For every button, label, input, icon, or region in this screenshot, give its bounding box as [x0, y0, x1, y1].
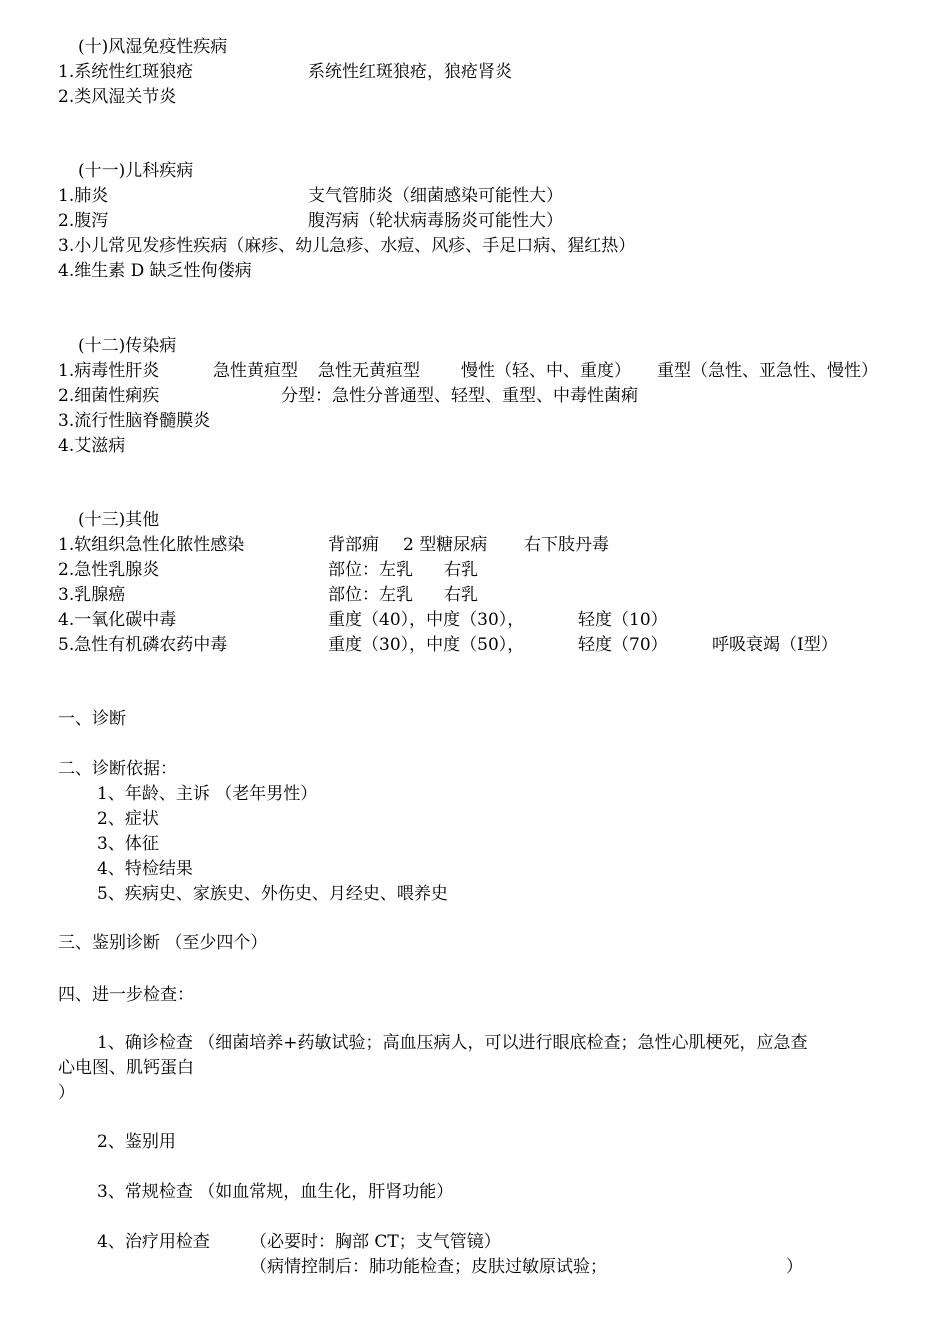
exam-1-line-3: ） [58, 1083, 75, 1103]
item-note: 系统性红斑狼疮，狼疮肾炎 [308, 62, 512, 82]
item-value: 部位：左乳 [328, 560, 413, 580]
section-heading-11: (十一)儿科疾病 [78, 161, 194, 181]
exam-1-line-1: 1、确诊检查 （细菌培养+药敏试验；高血压病人，可以进行眼底检查；急性心肌梗死，应急查 [97, 1033, 808, 1053]
item-label: 1.肺炎 [58, 186, 109, 206]
outline-differential: 三、鉴别诊断 （至少四个） [58, 933, 268, 953]
basis-item: 5、疾病史、家族史、外伤史、月经史、喂养史 [97, 884, 448, 904]
item-label: 1.软组织急性化脓性感染 [58, 535, 245, 555]
item-type: 急性无黄疸型 [318, 361, 420, 381]
item-label: 2.急性乳腺炎 [58, 560, 160, 580]
basis-item: 1、年龄、主诉 （老年男性） [97, 784, 318, 804]
item-label: 2.类风湿关节炎 [58, 87, 177, 107]
exam-4-note-1: （必要时：胸部 CT；支气管镜） [250, 1232, 501, 1252]
section-heading-10: (十)风湿免疫性疾病 [78, 37, 228, 57]
item-label: 5.急性有机磷农药中毒 [58, 635, 228, 655]
section-heading-12: (十二)传染病 [78, 336, 177, 356]
basis-item: 3、体征 [97, 834, 159, 854]
exam-4-note-2: （病情控制后：肺功能检查；皮肤过敏原试验； [250, 1257, 607, 1277]
item-label: 1.系统性红斑狼疮 [58, 62, 194, 82]
item-value: 重度（40），中度（30）， [328, 610, 525, 630]
item-label: 3.乳腺癌 [58, 585, 126, 605]
outline-basis-heading: 二、诊断依据： [58, 759, 177, 779]
basis-item: 2、症状 [97, 809, 159, 829]
item-value: 轻度（70） [578, 635, 668, 655]
item-value: 轻度（10） [578, 610, 668, 630]
item-label: 4.维生素 D 缺乏性佝偻病 [58, 261, 252, 281]
item-value: 重度（30），中度（50）， [328, 635, 525, 655]
item-label: 4.一氧化碳中毒 [58, 610, 177, 630]
basis-item: 4、特检结果 [97, 859, 193, 879]
item-value: 部位：左乳 [328, 585, 413, 605]
exam-2: 2、鉴别用 [97, 1132, 176, 1152]
item-value: 右乳 [444, 585, 478, 605]
item-note: 腹泻病（轮状病毒肠炎可能性大） [308, 211, 563, 231]
item-label: 2.细菌性痢疾 [58, 386, 160, 406]
item-note: 分型：急性分普通型、轻型、重型、中毒性菌痢 [281, 386, 638, 406]
item-label: 3.流行性脑脊髓膜炎 [58, 411, 211, 431]
exam-3: 3、常规检查 （如血常规，血生化，肝肾功能） [97, 1182, 454, 1202]
item-value: 右下肢丹毒 [524, 535, 609, 555]
exam-4-label: 4、治疗用检查 [97, 1232, 210, 1252]
exam-1-line-2: 心电图、肌钙蛋白 [58, 1058, 194, 1078]
item-note: 支气管肺炎（细菌感染可能性大） [308, 186, 563, 206]
item-type: 重型（急性、亚急性、慢性） [657, 361, 878, 381]
item-value: 呼吸衰竭（Ⅰ型） [712, 635, 838, 655]
item-label: 4.艾滋病 [58, 436, 126, 456]
item-value: 背部痈 [328, 535, 379, 555]
item-value: 2 型糖尿病 [403, 535, 488, 555]
item-label: 3.小儿常见发疹性疾病（麻疹、幼儿急疹、水痘、风疹、手足口病、猩红热） [58, 236, 636, 256]
item-value: 右乳 [444, 560, 478, 580]
outline-diagnosis: 一、诊断 [58, 709, 126, 729]
item-label: 2.腹泻 [58, 211, 109, 231]
outline-further-heading: 四、进一步检查： [58, 985, 194, 1005]
item-type: 慢性（轻、中、重度） [461, 361, 631, 381]
exam-4-note-2-close: ） [786, 1257, 803, 1277]
item-type: 急性黄疸型 [213, 361, 298, 381]
section-heading-13: (十三)其他 [78, 510, 160, 530]
item-label: 1.病毒性肝炎 [58, 361, 160, 381]
